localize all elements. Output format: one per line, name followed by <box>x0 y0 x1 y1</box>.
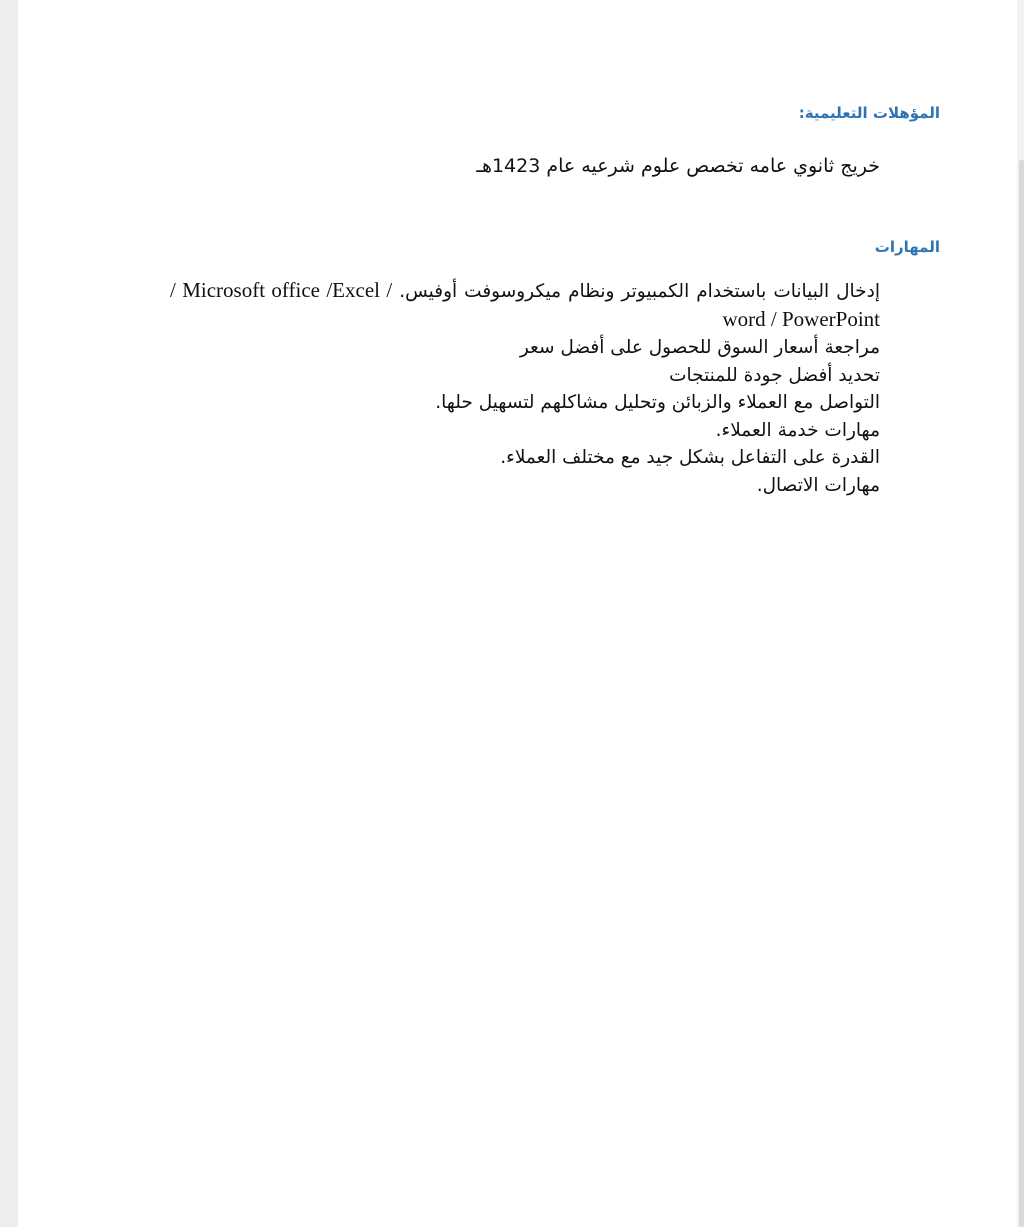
qualifications-heading: المؤهلات التعليمية: <box>798 104 940 122</box>
skill-item-data-entry <box>170 277 880 334</box>
skill-item-software-list: / Microsoft office /Excel / word / PowerPoint <box>170 278 880 331</box>
skill-item: مراجعة أسعار السوق للحصول على أفضل سعر <box>519 337 880 358</box>
skill-item: مهارات الاتصال. <box>756 474 880 496</box>
skills-list <box>170 277 880 499</box>
skill-item: تحديد أفضل جودة للمنتجات <box>669 364 880 386</box>
skill-item: التواصل مع العملاء والزبائن وتحليل مشاكلهم لتسهيل حلها. <box>435 392 880 413</box>
qualifications-text: خريج ثانوي عامه تخصص علوم شرعيه عام 1423هـ <box>476 155 880 177</box>
skill-item: القدرة على التفاعل بشكل جيد مع مختلف العملاء. <box>500 447 880 468</box>
skill-item: مهارات خدمة العملاء. <box>715 419 880 441</box>
skills-heading: المهارات <box>874 238 940 256</box>
scrollbar-thumb[interactable] <box>1019 160 1024 1227</box>
document-page <box>18 0 1017 1227</box>
skill-item-arabic-text: إدخال البيانات باستخدام الكمبيوتر ونظام ميكروسوفت أوفيس. <box>399 281 880 302</box>
